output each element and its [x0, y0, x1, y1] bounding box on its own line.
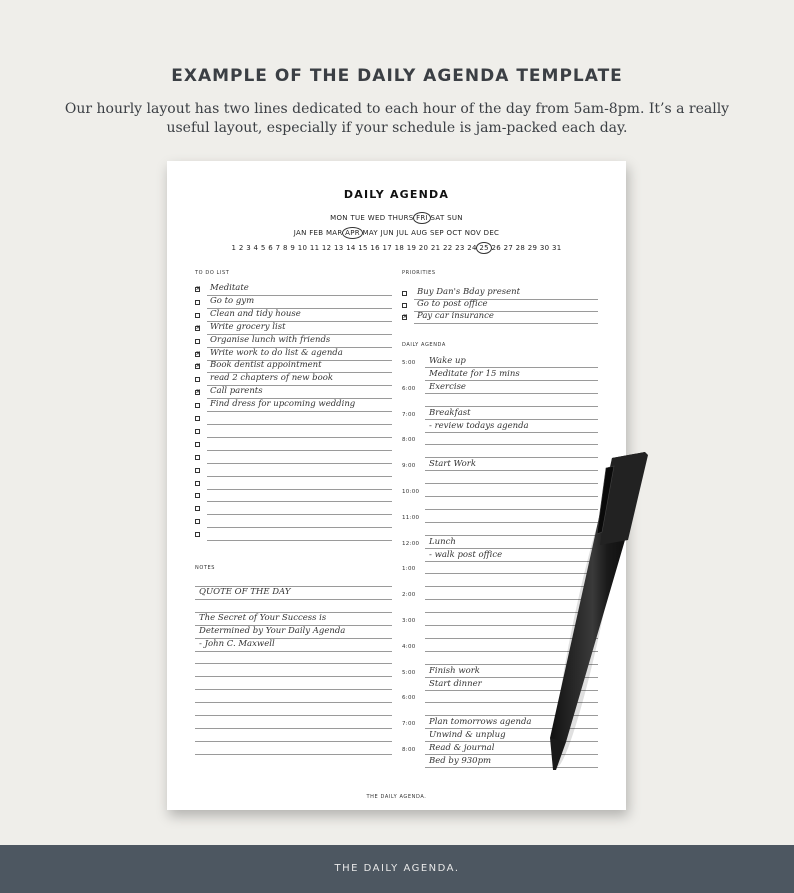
- date-option: 11: [309, 244, 320, 252]
- todo-item-text: Write grocery list: [210, 321, 286, 332]
- todo-label: TO DO LIST: [195, 270, 230, 276]
- date-option: 1: [231, 244, 237, 252]
- todo-item-text: Call parents: [210, 386, 263, 397]
- month-option: MAY: [362, 229, 378, 237]
- bottom-bar: [0, 845, 794, 893]
- todo-item-text: Clean and tidy house: [210, 308, 301, 319]
- agenda-entry-text: - walk post office: [429, 549, 503, 560]
- date-option: 12: [321, 244, 332, 252]
- day-option: TUE: [350, 214, 366, 222]
- hour-label: 5:00: [402, 669, 416, 676]
- date-option: 18: [394, 244, 405, 252]
- month-option: AUG: [411, 229, 428, 237]
- hour-label: 4:00: [402, 643, 416, 650]
- priority-item-text: Buy Dan's Bday present: [417, 287, 521, 297]
- agenda-entry-text: - review todays agenda: [429, 420, 529, 431]
- hour-label: 3:00: [402, 618, 416, 624]
- note-line-text: The Secret of Your Success is: [199, 612, 327, 623]
- date-option: 8: [282, 244, 288, 252]
- agenda-entry-text: Breakfast: [429, 407, 471, 418]
- date-option: 29: [527, 244, 538, 252]
- date-option: 30: [539, 244, 550, 252]
- hour-label: 5:00: [402, 360, 416, 366]
- date-option: 25: [479, 244, 489, 252]
- date-option: 4: [253, 244, 259, 252]
- month-option: MAR: [325, 229, 343, 237]
- agenda-entry-text: Start Work: [429, 459, 476, 470]
- day-option: THURS: [388, 214, 414, 222]
- hour-label: 9:00: [402, 463, 416, 470]
- priority-item-text: Go to post office: [417, 299, 488, 309]
- note-line-text: Determined by Your Daily Agenda: [199, 625, 346, 636]
- date-option: 9: [290, 244, 296, 252]
- todo-item-text: Book dentist appointment: [210, 360, 322, 371]
- month-option: SEP: [429, 229, 444, 237]
- date-option: 24: [467, 244, 477, 252]
- day-option: WED: [367, 214, 386, 222]
- agenda-entry-text: Unwind & unplug: [429, 730, 506, 741]
- todo-item-text: Find dress for upcoming wedding: [210, 399, 356, 410]
- date-option: 7: [275, 244, 281, 252]
- day-option: SUN: [447, 214, 463, 222]
- note-line-text: - John C. Maxwell: [199, 638, 275, 649]
- date-option: 15: [358, 244, 368, 252]
- sheet-title: DAILY AGENDA: [343, 188, 450, 201]
- page-subtitle: Our hourly layout has two lines dedicated to each hour of the day from 5am-8pm. It’s a really useful layout, especially if your schedule is jam-packed each day.: [64, 101, 730, 136]
- date-option: 10: [297, 244, 308, 252]
- date-option: 6: [268, 244, 274, 252]
- agenda-entry-text: Read & journal: [429, 743, 495, 753]
- priority-item-text: Pay car insurance: [417, 311, 494, 321]
- hour-label: 6:00: [402, 385, 416, 392]
- hour-label: 11:00: [402, 514, 420, 521]
- notes-label: NOTES: [195, 565, 216, 571]
- date-option: 20: [418, 244, 429, 252]
- date-option: 2: [238, 244, 244, 252]
- hour-label: 7:00: [402, 721, 416, 728]
- agenda-entry-text: Meditate for 15 mins: [429, 368, 520, 379]
- day-option: FRI: [416, 214, 428, 222]
- date-option: 31: [552, 244, 562, 252]
- hour-label: 6:00: [402, 695, 416, 702]
- month-option: FEB: [309, 229, 324, 237]
- hour-label: 12:00: [402, 540, 420, 547]
- date-option: 3: [246, 244, 251, 252]
- hour-label: 7:00: [402, 411, 416, 418]
- date-option: 17: [382, 244, 392, 252]
- month-option: JAN: [293, 229, 307, 237]
- date-option: 13: [334, 244, 344, 252]
- agenda-entry-text: Bed by 930pm: [429, 755, 492, 766]
- day-option: SAT: [430, 214, 445, 222]
- agenda-entry-text: Start dinner: [429, 678, 482, 689]
- bottom-bar-label: THE DAILY AGENDA.: [334, 863, 460, 874]
- agenda-entry-text: Plan tomorrows agenda: [429, 717, 532, 728]
- month-option: APR: [345, 229, 360, 237]
- todo-item-text: Meditate: [210, 283, 249, 293]
- page-headline: EXAMPLE OF THE DAILY AGENDA TEMPLATE: [171, 66, 623, 86]
- date-option: 21: [430, 244, 441, 252]
- agenda-entry-text: Exercise: [429, 381, 466, 392]
- agenda-entry-text: Finish work: [429, 665, 480, 676]
- todo-item-text: Go to gym: [210, 295, 255, 306]
- date-option: 5: [260, 244, 266, 252]
- month-option: OCT: [446, 229, 463, 237]
- hour-label: 8:00: [402, 437, 416, 444]
- hour-label: 10:00: [402, 489, 420, 495]
- day-option: MON: [330, 214, 348, 222]
- agenda-entry-text: Wake up: [429, 356, 466, 366]
- priorities-label: PRIORITIES: [402, 270, 436, 276]
- todo-item-text: Organise lunch with friends: [210, 334, 331, 345]
- note-line-text: QUOTE OF THE DAY: [199, 586, 291, 597]
- agenda-label: DAILY AGENDA: [402, 342, 446, 348]
- date-option: 26: [491, 244, 501, 252]
- month-option: JUN: [380, 229, 394, 237]
- hour-label: 2:00: [402, 592, 416, 599]
- date-option: 14: [346, 244, 356, 252]
- hour-label: 1:00: [402, 566, 416, 573]
- date-option: 28: [515, 244, 526, 252]
- date-option: 27: [503, 244, 514, 252]
- month-option: DEC: [483, 229, 500, 237]
- todo-item-text: Write work to do list & agenda: [210, 347, 343, 358]
- date-option: 19: [406, 244, 417, 252]
- month-option: JUL: [396, 229, 409, 237]
- sheet-footer: THE DAILY AGENDA.: [366, 794, 427, 800]
- month-option: NOV: [464, 229, 482, 237]
- date-option: 23: [455, 244, 465, 252]
- todo-item-text: read 2 chapters of new book: [210, 373, 334, 384]
- hour-label: 8:00: [402, 747, 416, 753]
- agenda-entry-text: Lunch: [429, 536, 456, 547]
- date-option: 22: [443, 244, 453, 252]
- date-option: 16: [370, 244, 380, 252]
